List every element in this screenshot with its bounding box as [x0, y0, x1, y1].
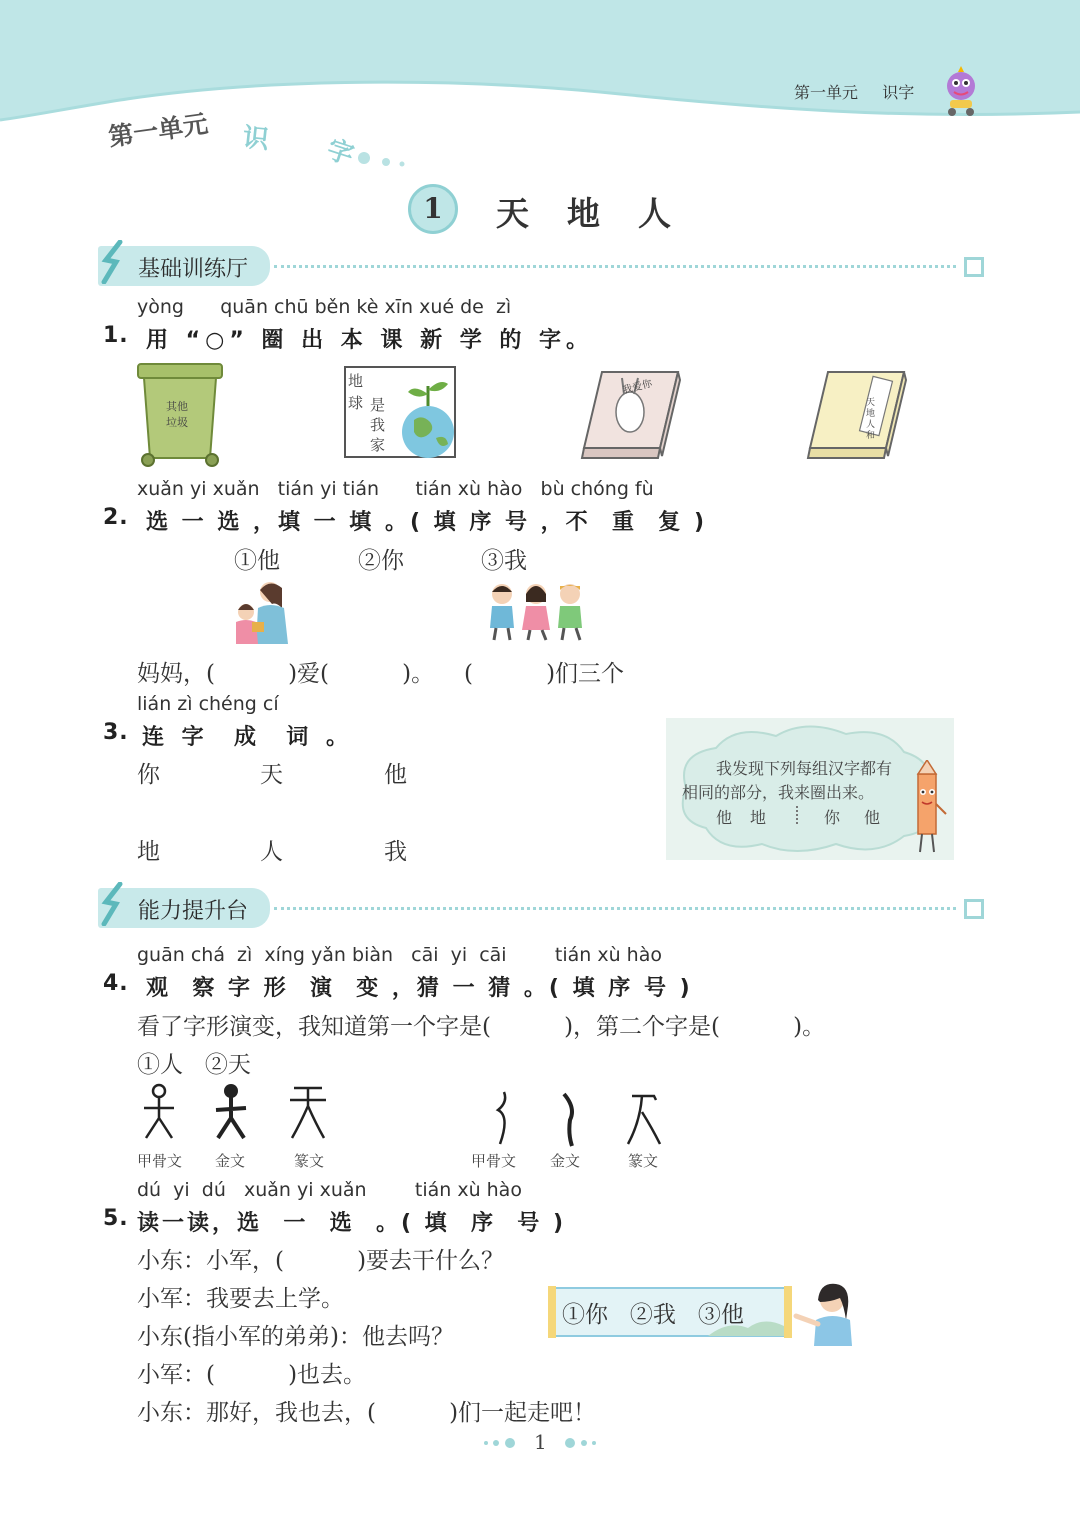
section-mark-icon: [100, 240, 124, 284]
book-1-title: 我爱你: [621, 378, 654, 397]
tip-line-1: 我发现下列每组汉字都有: [716, 759, 893, 778]
mother-child-illustration: [230, 578, 294, 646]
glyph-label: 甲骨文: [471, 1152, 517, 1170]
q2-number: 2.: [103, 505, 129, 530]
q2-sentence-b: ( )们三个: [464, 661, 625, 687]
q3-char[interactable]: 我: [384, 839, 407, 865]
glyph-label: 篆文: [294, 1152, 325, 1170]
trash-bin-label-1: 其他: [166, 400, 188, 413]
section-basic-header: [98, 246, 988, 286]
section-box-icon: [964, 257, 984, 277]
three-children-illustration: [484, 580, 588, 642]
q4-pinyin: guān chá zì xíng yǎn biàn cāi yi cāi tián xù hào: [137, 944, 662, 966]
q5-dialog-line: 小东(指小军的弟弟)：他去吗？: [137, 1324, 454, 1350]
poster-text-2: 球: [348, 394, 364, 412]
q3-char[interactable]: 地: [137, 839, 160, 865]
q2-option-3: ③我: [481, 548, 527, 574]
tip-group-char: 你: [824, 808, 841, 827]
section-mark-icon: [100, 882, 124, 926]
bronze-glyph-icon: [552, 1090, 584, 1150]
q5-text: 读一读，选 一 选 。( 填 序 号 ): [137, 1211, 567, 1236]
lesson-title: [496, 188, 671, 235]
q3-char[interactable]: 天: [260, 762, 283, 788]
tip-separator: [796, 806, 798, 824]
seal-glyph-icon: [288, 1084, 328, 1142]
q1-number: 1.: [103, 323, 129, 348]
q2-option-2: ②你: [358, 548, 404, 574]
lesson-number: 1: [423, 192, 443, 225]
q3-char[interactable]: 他: [384, 762, 407, 788]
tip-group-char: 地: [750, 808, 767, 827]
section-ability-title: 能力提升台: [138, 899, 249, 924]
q3-text: 连 字 成 词 。: [142, 725, 353, 750]
section-basic-title: 基础训练厅: [138, 257, 249, 282]
q3-char[interactable]: 你: [137, 762, 160, 788]
header-topic-label: 识字: [882, 83, 915, 102]
q1-pinyin: yòng quān chū běn kè xīn xué de zì: [137, 296, 512, 318]
page-number: 1: [534, 1430, 547, 1454]
q1-text: 用 “○” 圈 出 本 课 新 学 的 字。: [146, 328, 594, 353]
tip-line-2: 相同的部分，我来圈出来。: [682, 783, 875, 802]
tip-group-char: 他: [716, 808, 733, 827]
q5-number: 5.: [103, 1206, 129, 1231]
unit-banner-label: 第一单元: [106, 109, 210, 152]
mascot-icon: [938, 64, 984, 118]
q4-number: 4.: [103, 971, 129, 996]
q3-number: 3.: [103, 720, 129, 745]
q5-dialog-line: 小东：那好，我也去，( )们一起走吧！: [137, 1400, 597, 1426]
oracle-glyph-icon: [484, 1088, 516, 1148]
oracle-glyph-icon: [140, 1082, 178, 1142]
lesson-number-badge: [408, 184, 458, 234]
q5-dialog-line: 小东：小军，( )要去干什么？: [137, 1248, 505, 1274]
q5-dialog-line: 小军：( )也去。: [137, 1362, 367, 1388]
section-ability-header: [98, 888, 988, 928]
banner-dots: [356, 150, 416, 170]
glyph-label: 金文: [550, 1152, 581, 1170]
q3-char[interactable]: 人: [260, 839, 283, 865]
section-box-icon: [964, 899, 984, 919]
q5-dialog-line: 小军：我要去上学。: [137, 1286, 344, 1312]
q2-option-1: ①他: [234, 548, 280, 574]
q5-pinyin: dú yi dú xuǎn yi xuǎn tián xù hào: [137, 1179, 522, 1201]
poster-text-3: 是: [370, 396, 386, 414]
glyph-label: 篆文: [628, 1152, 659, 1170]
lesson-title-char: 天: [496, 194, 529, 233]
section-divider: [274, 907, 956, 910]
book-2-title: 天地人和: [866, 398, 876, 441]
bronze-glyph-icon: [212, 1082, 250, 1142]
q4-options: ①人 ②天: [137, 1052, 251, 1078]
glyph-label: 甲骨文: [137, 1152, 183, 1170]
q5-options: ①你 ②我 ③他: [562, 1302, 744, 1328]
banner-char-1: 识: [241, 122, 271, 156]
glyph-label: 金文: [215, 1152, 246, 1170]
q2-sentence-a: 妈妈，( )爱( )。: [137, 661, 435, 687]
q4-sentence: 看了字形演变，我知道第一个字是( )，第二个字是( )。: [137, 1014, 826, 1040]
q2-pinyin: xuǎn yi xuǎn tián yi tián tián xù hào bù chóng fù: [137, 478, 654, 500]
tip-group-char: 他: [864, 808, 881, 827]
lesson-title-char: 人: [638, 194, 671, 233]
seal-glyph-icon: [624, 1092, 664, 1148]
q4-text: 观 察 字 形 演 变 ，猜 一 猜 。( 填 序 号 ): [146, 976, 693, 1001]
banner-char-2: 字: [323, 134, 358, 172]
header-unit-label: 第一单元: [794, 83, 859, 102]
trash-bin-label-2: 垃圾: [166, 416, 188, 429]
poster-text-4: 我: [370, 416, 386, 434]
footer-dots-right: [562, 1436, 598, 1450]
book-icon: [804, 364, 910, 462]
lesson-title-char: 地: [567, 194, 600, 233]
poster-text-1: 地: [348, 372, 364, 390]
q3-pinyin: lián zì chéng cí: [137, 693, 279, 715]
teacher-illustration: [790, 1280, 858, 1346]
header-unit: [794, 80, 914, 103]
poster-text-5: 家: [370, 436, 386, 454]
pencil-character-icon: [906, 760, 948, 858]
footer-dots-left: [482, 1436, 518, 1450]
q2-text: 选 一 选 ，填 一 填 。( 填 序 号 ，不 重 复 ): [146, 510, 707, 535]
section-divider: [274, 265, 956, 268]
